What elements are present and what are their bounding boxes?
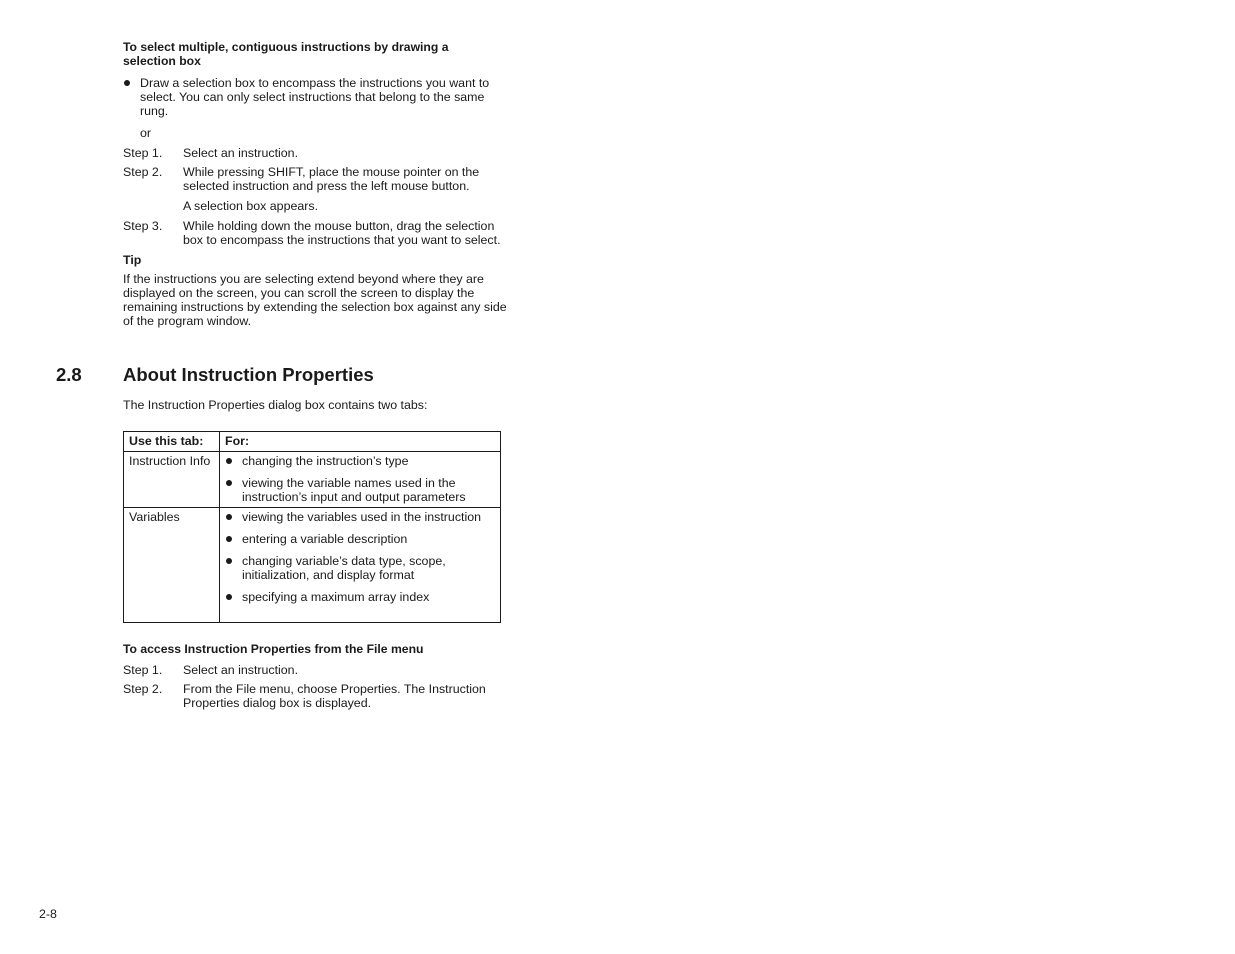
procedure-title: To select multiple, contiguous instructions by drawing a selection box — [123, 40, 449, 68]
step-number: Step 1. — [123, 662, 163, 677]
table-row — [124, 508, 501, 623]
step-3 — [123, 219, 508, 247]
tab-purpose-cell — [220, 452, 501, 508]
list-item: entering a variable description — [225, 532, 495, 546]
bullet-text: Draw a selection box to encompass the instructions you want to select. You can only select instructions that belong to the same rung. — [140, 76, 490, 118]
step-2-note: A selection box appears. — [183, 199, 319, 213]
procedure-select-box — [123, 41, 508, 328]
table-row — [124, 452, 501, 508]
step-text: Select an instruction. — [183, 146, 299, 160]
step-text: While pressing SHIFT, place the mouse pointer on the selected instruction and press the left mouse button. — [183, 165, 480, 193]
tab-purpose-cell — [220, 508, 501, 623]
page-number: 2-8 — [39, 907, 57, 921]
tip-heading: Tip — [123, 253, 142, 267]
section-number: 2.8 — [56, 364, 82, 385]
list-item: changing variable’s data type, scope, initialization, and display format — [225, 554, 495, 582]
list-item: changing the instruction’s type — [225, 454, 495, 468]
step-1 — [123, 663, 508, 677]
step-text: Select an instruction. — [183, 662, 299, 677]
table-header-row — [124, 432, 501, 452]
section-title: About Instruction Properties — [123, 364, 374, 385]
instruction-properties-table — [123, 431, 501, 623]
list-item: viewing the variables used in the instruction — [225, 510, 495, 524]
list-item: viewing the variable names used in the instruction’s input and output parameters — [225, 476, 495, 504]
or-text: or — [140, 126, 152, 140]
step-number: Step 2. — [123, 681, 163, 696]
step-number: Step 2. — [123, 165, 163, 179]
procedure-file-menu — [123, 643, 508, 710]
tab-name-cell: Variables — [124, 508, 220, 623]
tip-text: If the instructions you are selecting extend beyond where they are displayed on the screen, you can scroll the screen to display the remaining instructions by extending the selection box against any side of the program window. — [123, 272, 507, 328]
procedure-title: To access Instruction Properties from the File menu — [123, 642, 424, 656]
step-text: From the File menu, choose Properties. The Instruction Properties dialog box is displayed. — [183, 681, 486, 710]
step-1 — [123, 146, 508, 160]
step-2 — [123, 165, 508, 193]
bullet-item — [123, 76, 508, 118]
table-header-cell: Use this tab: — [124, 432, 220, 452]
step-number: Step 1. — [123, 146, 163, 160]
section-intro: The Instruction Properties dialog box contains two tabs: — [123, 398, 428, 412]
list-item: specifying a maximum array index — [225, 590, 495, 604]
table-header-cell: For: — [220, 432, 501, 452]
step-2 — [123, 682, 508, 710]
step-number: Step 3. — [123, 219, 163, 233]
tab-name-cell: Instruction Info — [124, 452, 220, 508]
step-text: While holding down the mouse button, drag the selection box to encompass the instructions that you want to select. — [183, 219, 501, 247]
